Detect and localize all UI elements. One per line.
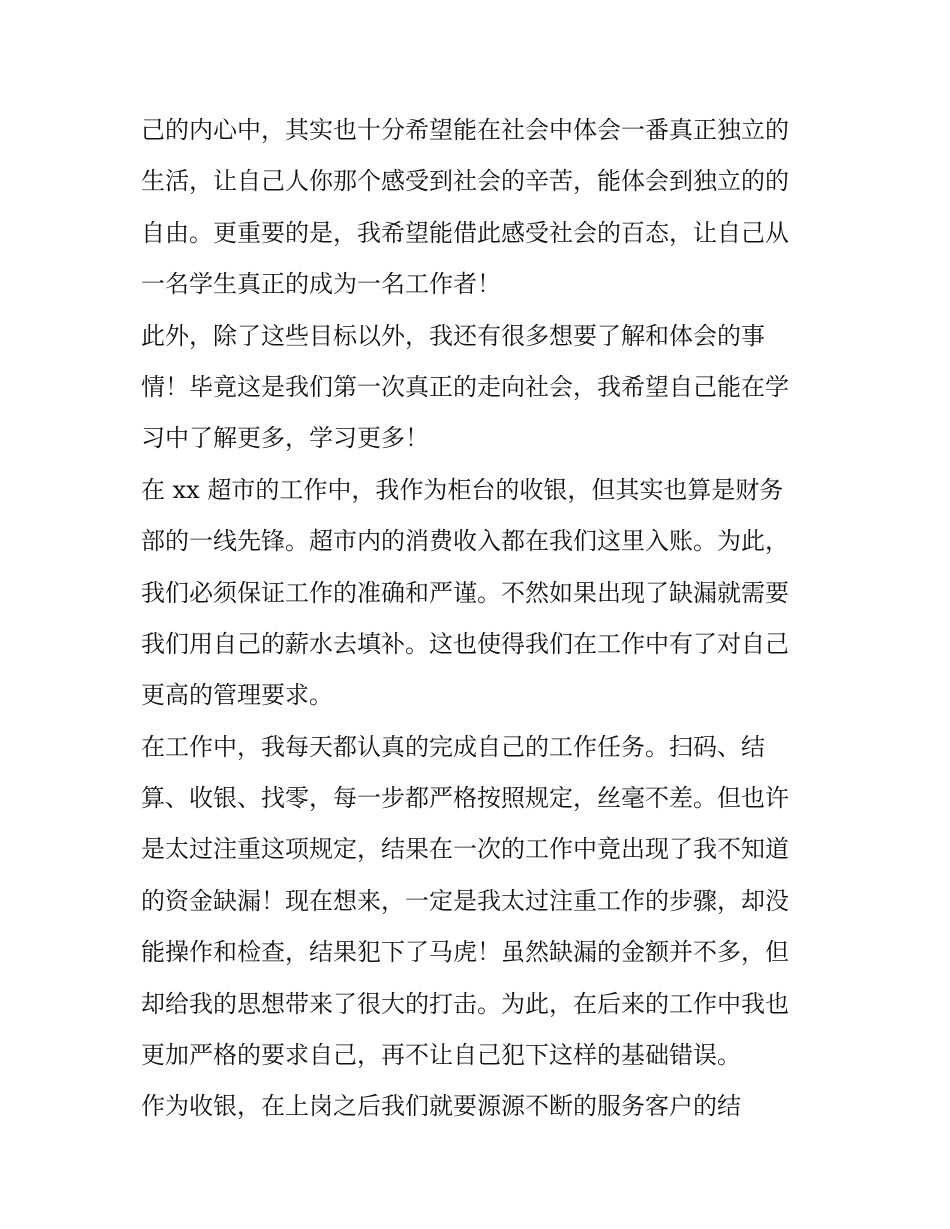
text-line: 在工作中，我每天都认真的完成自己的工作任务。扫码、结	[141, 732, 765, 761]
text-line: 情！毕竟这是我们第一次真正的走向社会，我希望自己能在学	[141, 372, 789, 401]
text-line: 己的内心中，其实也十分希望能在社会中体会一番真正独立的	[141, 116, 789, 144]
text-line: 算、收银、找零，每一步都严格按照规定，丝毫不差。但也许	[141, 784, 789, 813]
text-line: 是太过注重这项规定，结果在一次的工作中竟出现了我不知道	[141, 835, 789, 864]
text-line: 我们用自己的薪水去填补。这也使得我们在工作中有了对自己	[141, 629, 789, 658]
text-line: 部的一线先锋。超市内的消费收入都在我们这里入账。为此，	[141, 527, 789, 556]
text-line: 一名学生真正的成为一名工作者！	[141, 270, 501, 299]
paragraph-3	[141, 465, 813, 722]
paragraph-4	[141, 722, 813, 1082]
text-line: 能操作和检查，结果犯下了马虎！虽然缺漏的金额并不多，但	[141, 938, 789, 967]
paragraph-2	[141, 311, 813, 465]
document-body	[141, 105, 813, 1133]
text-line: 却给我的思想带来了很大的打击。为此，在后来的工作中我也	[141, 989, 789, 1018]
text-line: 的资金缺漏！现在想来，一定是我太过注重工作的步骤，却没	[141, 886, 789, 915]
text-line: 我们必须保证工作的准确和严谨。不然如果出现了缺漏就需要	[141, 578, 789, 607]
text-line: 更加严格的要求自己，再不让自己犯下这样的基础错误。	[141, 1041, 741, 1070]
text-line: 更高的管理要求。	[141, 681, 333, 710]
text-line: 此外，除了这些目标以外，我还有很多想要了解和体会的事	[141, 321, 765, 350]
text-line: 习中了解更多，学习更多！	[141, 424, 429, 453]
text-line: 作为收银，在上岗之后我们就要源源不断的服务客户的结	[141, 1092, 741, 1121]
paragraph-1	[141, 105, 813, 311]
text-line: 在 xx 超市的工作中，我作为柜台的收银，但其实也算是财务	[141, 475, 784, 504]
text-line: 自由。更重要的是，我希望能借此感受社会的百态，让自己从	[141, 218, 789, 247]
text-line: 生活，让自己人你那个感受到社会的辛苦，能体会到独立的的	[141, 167, 789, 196]
paragraph-5	[141, 1081, 813, 1132]
